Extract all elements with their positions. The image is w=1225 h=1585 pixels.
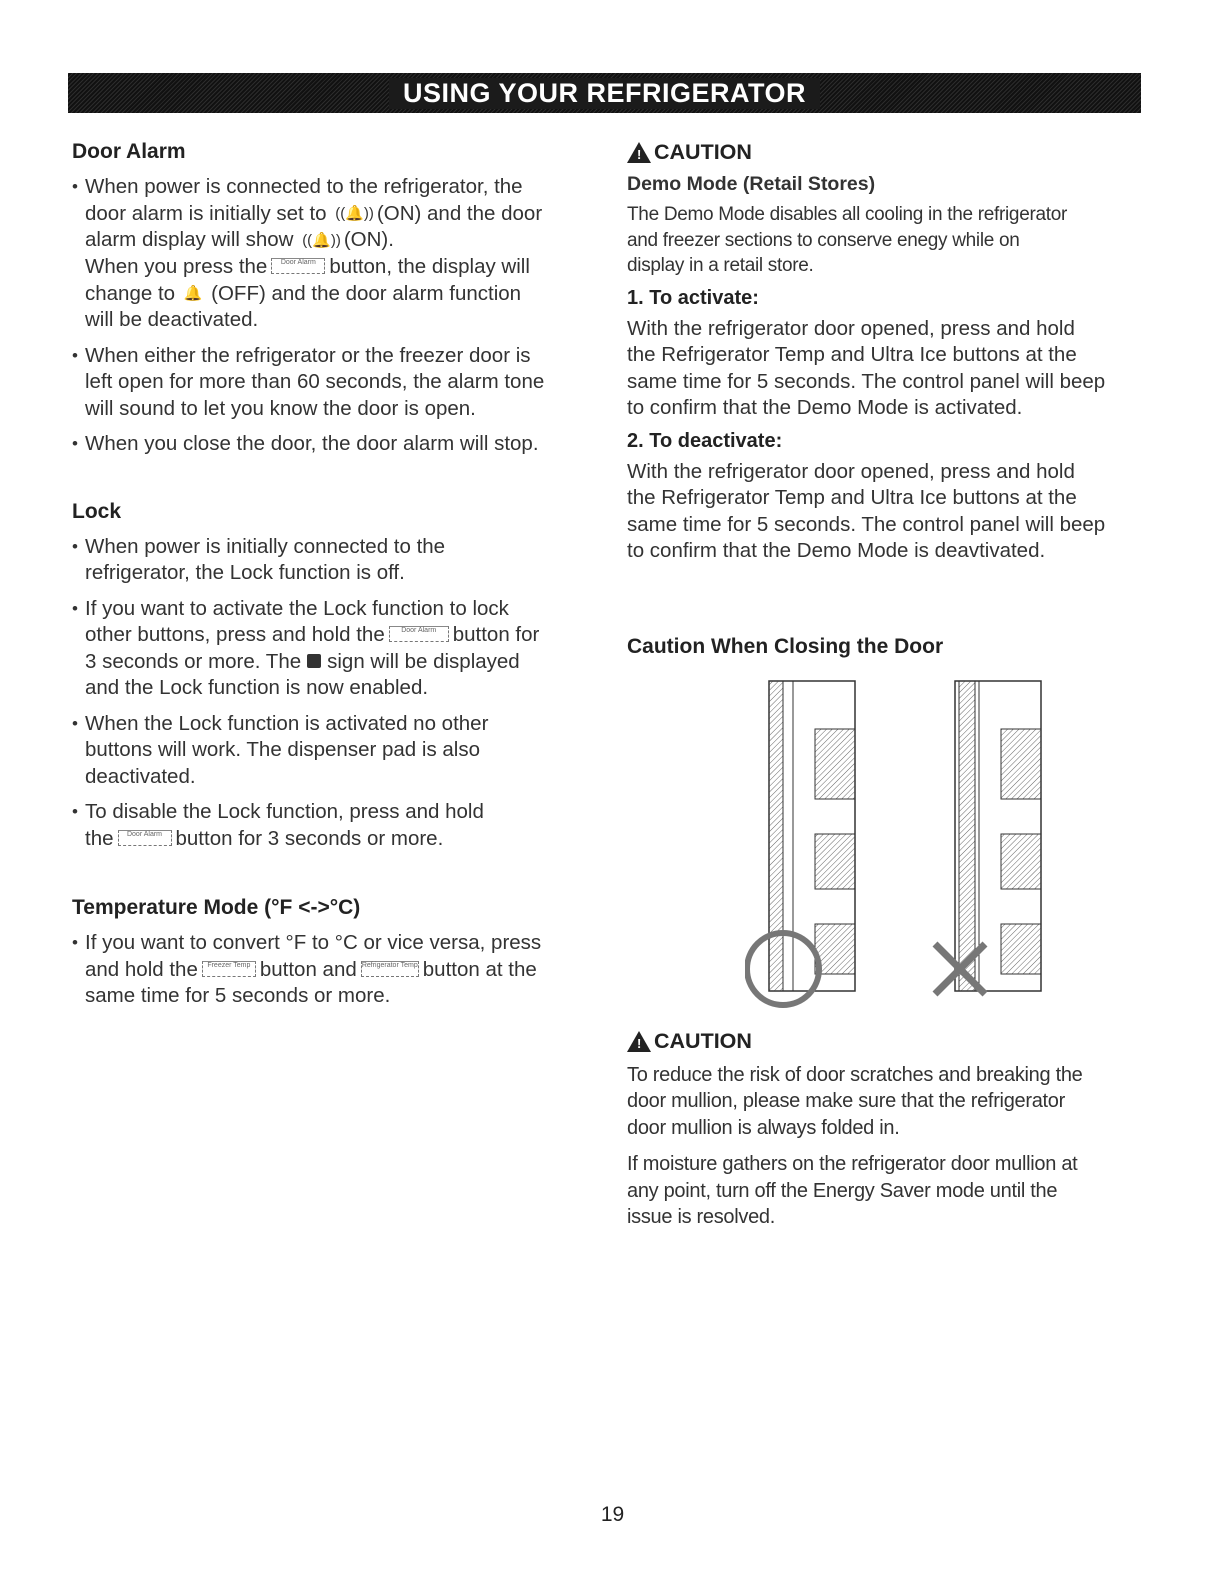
text-line: • If you want to convert °F to °C or vice versa, press <box>85 931 542 955</box>
text-line: same time for 5 seconds. The control panel will beep <box>627 512 1106 536</box>
text-line: and freezer sections to conserve enegy while on <box>627 229 1020 251</box>
text-line: deactivated. <box>85 764 196 788</box>
text-span: door alarm is initially set to <box>85 201 327 225</box>
freezer-temp-button-icon: Freezer Temp <box>202 961 256 977</box>
text-line: issue is resolved. <box>627 1206 775 1228</box>
text-line: With the refrigerator door opened, press and hold <box>627 316 1075 340</box>
temperature-mode-heading: Temperature Mode (°F <->°C) <box>72 896 361 920</box>
deactivate-step-title: 2. To deactivate: <box>627 429 783 452</box>
text-line: • When power is initially connected to the <box>85 534 446 558</box>
caution-heading-mullion <box>627 1029 1147 1054</box>
banner-title: USING YOUR REFRIGERATOR <box>389 78 820 109</box>
activate-step-text <box>627 316 1147 422</box>
door-alarm-bullet-1 <box>72 174 592 334</box>
bell-on-icon: ((🔔)) <box>335 204 374 222</box>
lock-bullet-2 <box>72 596 592 702</box>
text-span: 3 seconds or more. The <box>85 649 302 673</box>
door-closing-illustration <box>745 669 1165 1009</box>
text-line: • If you want to activate the Lock function to lock <box>85 596 509 620</box>
text-span: and hold the <box>85 957 198 981</box>
text-line: will sound to let you know the door is open. <box>85 396 476 420</box>
text-span: change to <box>85 281 176 305</box>
bell-on-icon: ((🔔)) <box>302 231 341 249</box>
text-line <box>85 227 592 254</box>
door-alarm-bullet-2 <box>72 343 592 423</box>
text-line: door mullion, please make sure that the refrigerator <box>627 1090 1065 1112</box>
deactivate-step-text <box>627 459 1147 565</box>
demo-mode-description <box>627 202 1147 279</box>
text-span: (ON) and the door <box>376 201 543 225</box>
text-line: If moisture gathers on the refrigerator door mullion at <box>627 1153 1078 1175</box>
text-line <box>85 201 592 228</box>
warning-triangle-icon <box>627 142 651 163</box>
text-line: any point, turn off the Energy Saver mode until the <box>627 1179 1058 1202</box>
door-alarm-button-icon: Door Alarm <box>271 258 325 274</box>
door-alarm-button-icon: Door Alarm <box>118 830 172 846</box>
lock-bullet-1 <box>72 534 592 587</box>
text-line: The Demo Mode disables all cooling in the refrigerator <box>627 204 1068 225</box>
text-line <box>85 622 592 649</box>
lock-heading: Lock <box>72 499 122 523</box>
text-span: (ON). <box>343 228 394 252</box>
text-span: alarm display will show <box>85 228 294 252</box>
text-line: and the Lock function is now enabled. <box>85 676 429 700</box>
text-line: same time for 5 seconds or more. <box>85 984 391 1008</box>
text-line: the Refrigerator Temp and Ultra Ice buttons at the <box>627 343 1077 366</box>
temperature-mode-bullet <box>72 930 592 1010</box>
warning-triangle-icon <box>627 1031 651 1052</box>
text-span: the <box>85 826 114 850</box>
text-line <box>85 957 592 984</box>
correct-door-drawing <box>747 681 855 1005</box>
caution-heading-demo <box>627 140 1147 165</box>
door-alarm-bullet-3 <box>72 431 592 458</box>
mullion-caution-text-2 <box>627 1151 1147 1231</box>
refrigerator-temp-button-icon: Refrigerator Temp <box>361 961 419 977</box>
text-line: buttons will work. The dispenser pad is also <box>85 738 481 762</box>
lock-icon <box>307 654 321 668</box>
text-span: other buttons, press and hold the <box>85 623 385 647</box>
text-line: same time for 5 seconds. The control panel will beep <box>627 369 1106 393</box>
text-span: button at the <box>422 957 537 981</box>
text-line <box>85 826 592 853</box>
text-line <box>85 649 592 676</box>
text-line <box>85 281 592 308</box>
text-span: button and <box>259 957 357 981</box>
text-line: to confirm that the Demo Mode is deavtivated. <box>627 539 1046 562</box>
closing-door-heading: Caution When Closing the Door <box>627 634 944 658</box>
text-span: button for <box>452 623 540 647</box>
incorrect-door-drawing <box>935 681 1041 994</box>
text-line: refrigerator, the Lock function is off. <box>85 561 405 585</box>
text-line: • When the Lock function is activated no other <box>85 711 489 735</box>
text-span: When you press the <box>85 255 268 279</box>
activate-step-title: 1. To activate: <box>627 286 759 309</box>
bell-off-icon: 🔔 <box>183 284 203 302</box>
mullion-caution-text-1 <box>627 1062 1147 1142</box>
text-line: To reduce the risk of door scratches and breaking the <box>627 1063 1083 1086</box>
section-banner <box>68 73 1141 113</box>
right-column <box>627 140 1147 1237</box>
lock-bullet-4 <box>72 799 592 852</box>
page-number: 19 <box>600 1503 625 1526</box>
text-line: display in a retail store. <box>627 255 814 276</box>
text-span: button for 3 seconds or more. <box>175 826 444 850</box>
text-line: • To disable the Lock function, press and hold <box>85 800 484 824</box>
text-span: button, the display will <box>329 255 530 279</box>
text-line: With the refrigerator door opened, press and hold <box>627 459 1075 483</box>
text-span: sign will be displayed <box>327 649 520 673</box>
text-line: to confirm that the Demo Mode is activated. <box>627 396 1023 419</box>
text-line: will be deactivated. <box>85 308 259 332</box>
text-line: • When either the refrigerator or the freezer door is <box>85 343 531 367</box>
caution-label: CAUTION <box>654 1028 752 1053</box>
text-line: left open for more than 60 seconds, the alarm tone <box>85 370 545 394</box>
text-line: • When power is connected to the refrigerator, the <box>85 175 523 198</box>
door-alarm-heading: Door Alarm <box>72 140 186 163</box>
left-column <box>72 140 592 1019</box>
text-line: the Refrigerator Temp and Ultra Ice buttons at the <box>627 486 1077 509</box>
caution-label: CAUTION <box>654 140 752 164</box>
text-line: door mullion is always folded in. <box>627 1116 900 1139</box>
door-alarm-button-icon: Door Alarm <box>389 626 449 642</box>
text-line <box>85 254 592 281</box>
demo-mode-subheading: Demo Mode (Retail Stores) <box>627 173 876 195</box>
text-line: • When you close the door, the door alarm will stop. <box>85 432 539 456</box>
text-span: (OFF) and the door alarm function <box>211 281 522 305</box>
lock-bullet-3 <box>72 711 592 791</box>
